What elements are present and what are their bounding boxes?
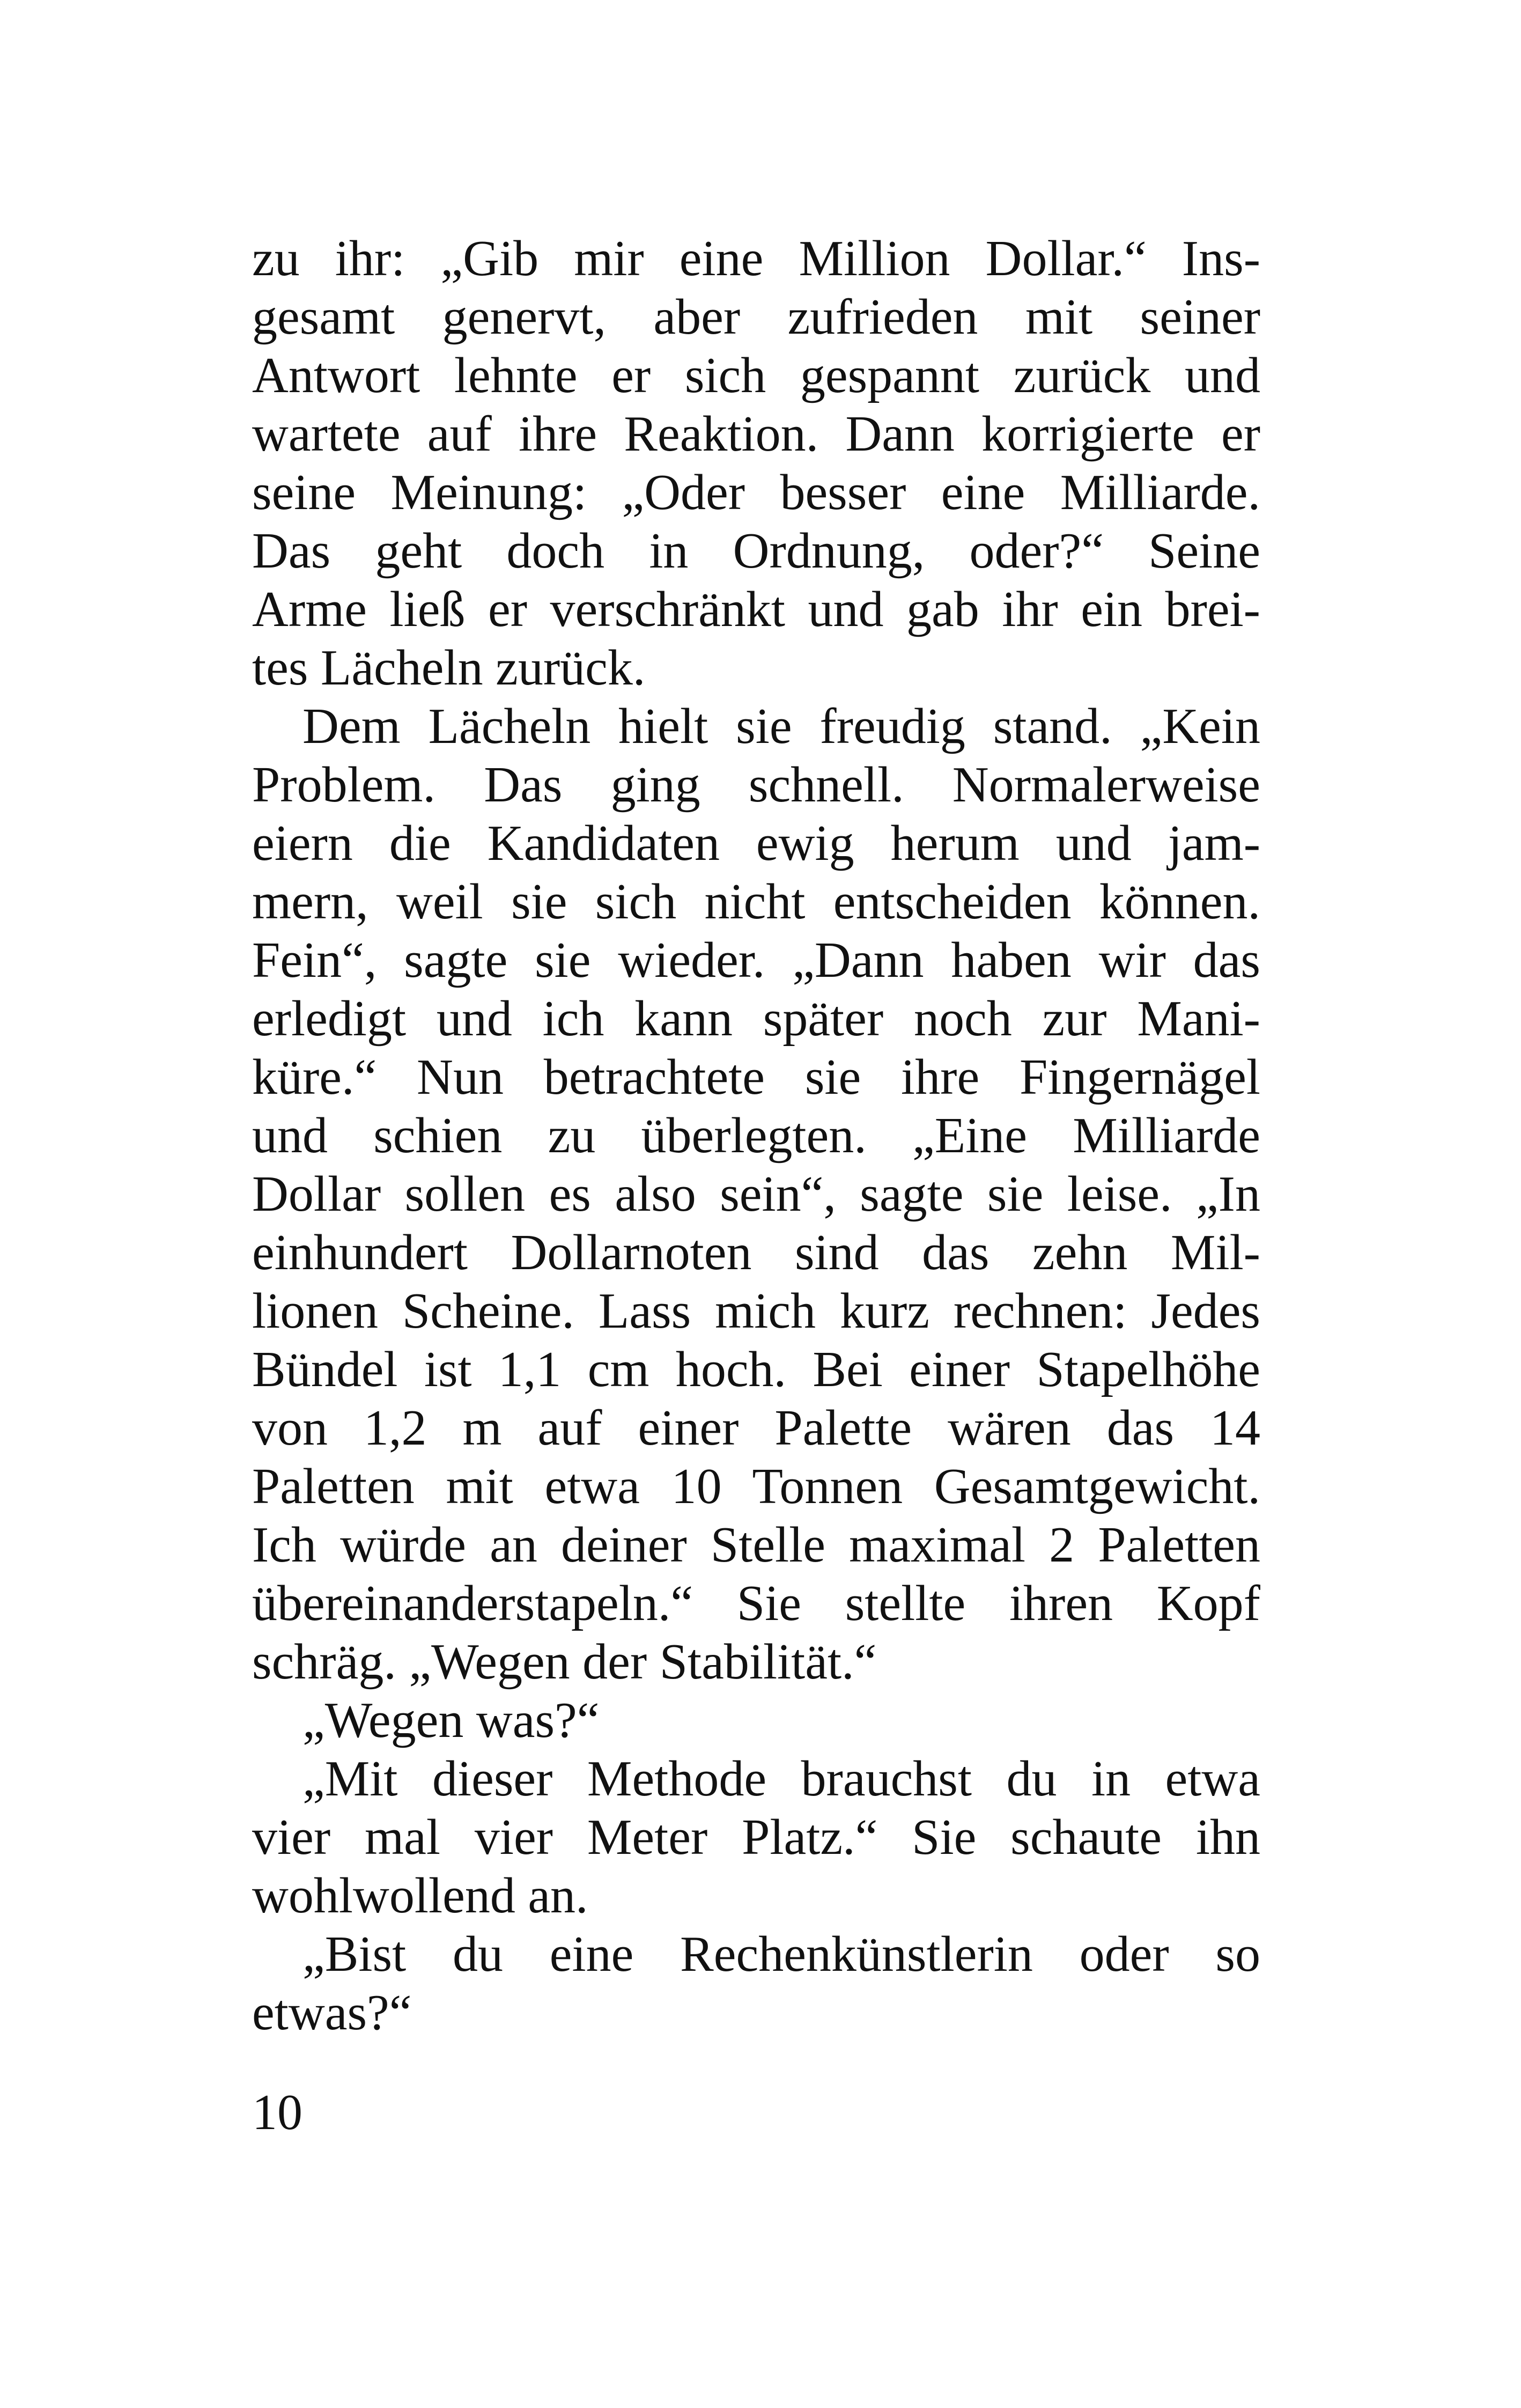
text-line: etwas?“ xyxy=(252,1985,412,2041)
text-line: „Bist du eine Rechenkünstlerin oder so xyxy=(302,1926,1260,1982)
text-line: übereinanderstapeln.“ Sie stellte ihren Kopf xyxy=(252,1575,1260,1631)
text-line: Antwort lehnte er sich gespannt zurück und xyxy=(252,348,1260,403)
text-line: seine Meinung: „Oder besser eine Milliarde. xyxy=(252,465,1260,520)
text-line: Ich würde an deiner Stelle maximal 2 Paletten xyxy=(252,1517,1260,1573)
text-line: schräg. „Wegen der Stabilität.“ xyxy=(252,1634,877,1690)
text-line: von 1,2 m auf einer Palette wären das 14 xyxy=(252,1400,1260,1456)
text-line: „Mit dieser Methode brauchst du in etwa xyxy=(302,1751,1260,1807)
text-line: Dem Lächeln hielt sie freudig stand. „Kein xyxy=(302,698,1260,754)
text-line: wohlwollend an. xyxy=(252,1868,588,1924)
text-line: Fein“, sagte sie wieder. „Dann haben wir das xyxy=(252,932,1260,988)
text-line: Problem. Das ging schnell. Normalerweise xyxy=(252,757,1260,813)
text-line: mern, weil sie sich nicht entscheiden können. xyxy=(252,874,1260,930)
text-line: zu ihr: „Gib mir eine Million Dollar.“ Ins- xyxy=(252,231,1260,286)
paragraph xyxy=(252,1925,1260,2042)
text-line: Das geht doch in Ordnung, oder?“ Seine xyxy=(252,523,1260,579)
text-line: gesamt genervt, aber zufrieden mit seiner xyxy=(252,289,1260,345)
text-line: tes Lächeln zurück. xyxy=(252,640,646,696)
text-line: Paletten mit etwa 10 Tonnen Gesamtgewicht. xyxy=(252,1459,1260,1514)
text-line: Dollar sollen es also sein“, sagte sie leise. „In xyxy=(252,1166,1260,1222)
paragraph xyxy=(252,1750,1260,1925)
text-line: erledigt und ich kann später noch zur Mani- xyxy=(252,991,1260,1047)
text-line: lionen Scheine. Lass mich kurz rechnen: Jedes xyxy=(252,1283,1260,1339)
text-line: vier mal vier Meter Platz.“ Sie schaute ihn xyxy=(252,1809,1260,1865)
paragraph xyxy=(252,1691,1260,1750)
page-number: 10 xyxy=(252,2085,302,2140)
body-text xyxy=(252,230,1260,2042)
text-line: einhundert Dollarnoten sind das zehn Mil- xyxy=(252,1225,1260,1280)
text-line: wartete auf ihre Reaktion. Dann korrigierte er xyxy=(252,406,1260,462)
text-line: Arme ließ er verschränkt und gab ihr ein brei- xyxy=(252,581,1260,637)
text-line: eiern die Kandidaten ewig herum und jam- xyxy=(252,815,1260,871)
text-line: küre.“ Nun betrachtete sie ihre Fingernägel xyxy=(252,1049,1260,1105)
text-line: „Wegen was?“ xyxy=(302,1692,600,1748)
paragraph xyxy=(252,697,1260,1691)
paragraph xyxy=(252,230,1260,697)
text-line: und schien zu überlegten. „Eine Milliarde xyxy=(252,1108,1260,1164)
text-line: Bündel ist 1,1 cm hoch. Bei einer Stapelhöhe xyxy=(252,1342,1260,1397)
